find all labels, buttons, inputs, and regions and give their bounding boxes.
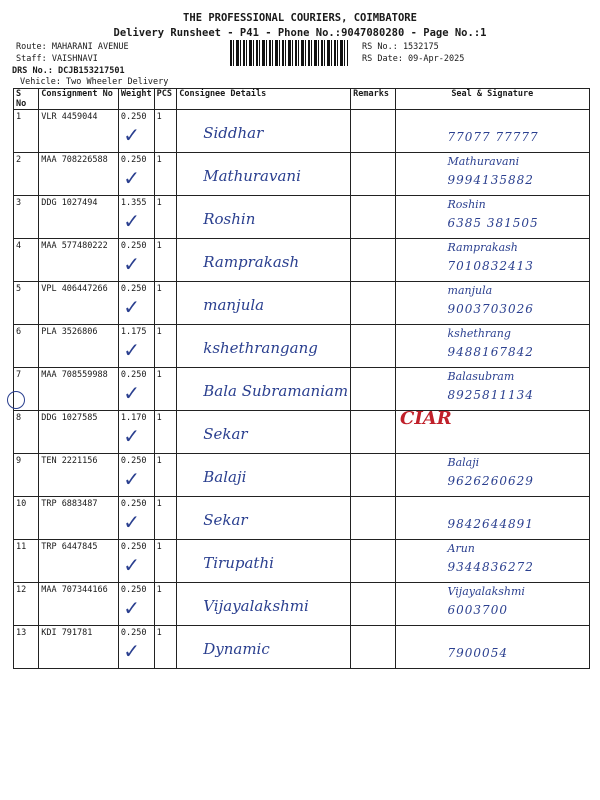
cell-seal [395, 239, 589, 282]
cell-weight: 0.250 [118, 454, 154, 497]
consignment-no: DDG 1027494 [41, 198, 98, 208]
col-consignee: Consignee Details [177, 89, 351, 110]
cell-consignee [177, 282, 351, 325]
cell-remarks [351, 196, 395, 239]
company-title: THE PROFESSIONAL COURIERS, COIMBATORE [183, 12, 417, 24]
cell-consignee [177, 110, 351, 153]
table-row [14, 583, 590, 626]
red-stamp: CIAR [400, 408, 452, 429]
consignee-name: Bala Subramaniam [203, 382, 349, 400]
signature: Balaji [447, 456, 480, 469]
cell-pcs: 1 [154, 282, 177, 325]
signature-phone: 77077 77777 [447, 130, 539, 144]
consignee-name: Balaji [203, 468, 247, 486]
table-row [14, 626, 590, 669]
cell-seal [395, 196, 589, 239]
consignee-name: Siddhar [203, 124, 264, 142]
rs-date: RS Date: 09-Apr-2025 [362, 54, 465, 64]
signature: Mathuravani [447, 155, 520, 168]
table-row [14, 110, 590, 153]
cell-remarks [351, 239, 395, 282]
cell-weight: 0.250 [118, 583, 154, 626]
cell-pcs: 1 [154, 583, 177, 626]
cell-pcs: 1 [154, 454, 177, 497]
cell-seal [395, 282, 589, 325]
cell-pcs: 1 [154, 497, 177, 540]
drs-label: DRS No.: DCJB153217501 [12, 66, 125, 76]
cell-consignee [177, 540, 351, 583]
signature-phone: 6385 381505 [447, 216, 539, 230]
runsheet-title: Delivery Runsheet - P41 - Phone No.:9047080280 - Page No.:1 [113, 27, 487, 39]
cell-weight: 1.170 [118, 411, 154, 454]
consignment-no: VPL 406447266 [41, 284, 108, 294]
cell-remarks [351, 282, 395, 325]
tick-mark-icon: ✓ [123, 553, 140, 577]
barcode [230, 40, 348, 66]
cell-consignee [177, 497, 351, 540]
consignment-no: PLA 3526806 [41, 327, 98, 337]
signature-phone: 7900054 [447, 646, 508, 660]
consignee-name: Ramprakash [203, 253, 300, 271]
col-consignment: Consignment No [39, 89, 119, 110]
cell-sno: 6 [14, 325, 39, 368]
cell-consignee [177, 196, 351, 239]
vehicle-label: Vehicle: Two Wheeler Delivery [20, 77, 169, 87]
circle-mark [7, 391, 25, 409]
cell-sno: 4 [14, 239, 39, 282]
cell-remarks [351, 497, 395, 540]
cell-remarks [351, 325, 395, 368]
cell-seal [395, 368, 589, 411]
cell-pcs: 1 [154, 540, 177, 583]
cell-remarks [351, 411, 395, 454]
cell-seal [395, 454, 589, 497]
consignee-name: Sekar [203, 511, 248, 529]
cell-sno: 13 [14, 626, 39, 669]
cell-weight: 1.355 [118, 196, 154, 239]
col-sno: S No [14, 89, 39, 110]
cell-pcs: 1 [154, 153, 177, 196]
signature-phone: 6003700 [447, 603, 508, 617]
consignee-name: Tirupathi [203, 554, 274, 572]
cell-consignee [177, 626, 351, 669]
cell-pcs: 1 [154, 110, 177, 153]
cell-remarks [351, 583, 395, 626]
table-row [14, 454, 590, 497]
cell-sno: 2 [14, 153, 39, 196]
tick-mark-icon: ✓ [123, 123, 140, 147]
consignment-no: TRP 6447845 [41, 542, 98, 552]
cell-consignee [177, 411, 351, 454]
cell-weight: 0.250 [118, 497, 154, 540]
signature-phone: 7010832413 [447, 259, 534, 273]
tick-mark-icon: ✓ [123, 424, 140, 448]
consignee-name: Sekar [203, 425, 248, 443]
table-row [14, 411, 590, 454]
cell-pcs: 1 [154, 325, 177, 368]
tick-mark-icon: ✓ [123, 639, 140, 663]
cell-seal [395, 153, 589, 196]
consignee-name: Vijayalakshmi [203, 597, 309, 615]
cell-pcs: 1 [154, 196, 177, 239]
cell-pcs: 1 [154, 239, 177, 282]
cell-weight: 1.175 [118, 325, 154, 368]
cell-remarks [351, 110, 395, 153]
consignment-no: MAA 708226588 [41, 155, 108, 165]
delivery-table [13, 88, 590, 669]
cell-sno: 3 [14, 196, 39, 239]
cell-consignee [177, 325, 351, 368]
signature-phone: 9344836272 [447, 560, 534, 574]
table-row [14, 497, 590, 540]
consignee-name: Roshin [203, 210, 256, 228]
cell-consignee [177, 153, 351, 196]
cell-weight: 0.250 [118, 626, 154, 669]
table-row [14, 153, 590, 196]
signature-phone: 9488167842 [447, 345, 534, 359]
consignment-no: MAA 707344166 [41, 585, 108, 595]
tick-mark-icon: ✓ [123, 596, 140, 620]
cell-remarks [351, 454, 395, 497]
consignee-name: Dynamic [203, 640, 270, 658]
tick-mark-icon: ✓ [123, 467, 140, 491]
consignment-no: TRP 6883487 [41, 499, 98, 509]
cell-remarks [351, 153, 395, 196]
consignment-no: VLR 4459044 [41, 112, 98, 122]
consignment-no: MAA 577480222 [41, 241, 108, 251]
route-label: Route: MAHARANI AVENUE [16, 42, 129, 52]
cell-weight: 0.250 [118, 282, 154, 325]
consignee-name: Mathuravani [203, 167, 301, 185]
cell-pcs: 1 [154, 368, 177, 411]
cell-weight: 0.250 [118, 110, 154, 153]
signature: Balasubram [447, 370, 515, 383]
signature: kshethrang [447, 327, 511, 340]
tick-mark-icon: ✓ [123, 381, 140, 405]
cell-sno: 1 [14, 110, 39, 153]
cell-consignee [177, 454, 351, 497]
signature-phone: 9626260629 [447, 474, 534, 488]
signature-phone: 9003703026 [447, 302, 534, 316]
cell-remarks [351, 368, 395, 411]
signature: manjula [447, 284, 493, 297]
cell-remarks [351, 540, 395, 583]
cell-seal [395, 325, 589, 368]
tick-mark-icon: ✓ [123, 166, 140, 190]
table-row [14, 368, 590, 411]
cell-remarks [351, 626, 395, 669]
table-row [14, 282, 590, 325]
table-row [14, 325, 590, 368]
tick-mark-icon: ✓ [123, 209, 140, 233]
cell-seal [395, 583, 589, 626]
signature: Vijayalakshmi [447, 585, 525, 598]
cell-sno: 9 [14, 454, 39, 497]
consignment-no: MAA 708559988 [41, 370, 108, 380]
col-weight: Weight [118, 89, 154, 110]
rs-no: RS No.: 1532175 [362, 42, 439, 52]
staff-label: Staff: VAISHNAVI [16, 54, 98, 64]
cell-sno: 11 [14, 540, 39, 583]
cell-pcs: 1 [154, 411, 177, 454]
signature: Arun [447, 542, 475, 555]
signature-phone: 8925811134 [447, 388, 534, 402]
cell-weight: 0.250 [118, 153, 154, 196]
cell-sno: 8 [14, 411, 39, 454]
cell-consignee [177, 583, 351, 626]
cell-consignee [177, 368, 351, 411]
tick-mark-icon: ✓ [123, 295, 140, 319]
table-row [14, 239, 590, 282]
consignment-no: KDI 791781 [41, 628, 93, 638]
cell-weight: 0.250 [118, 239, 154, 282]
cell-seal [395, 497, 589, 540]
cell-seal [395, 110, 589, 153]
table-row [14, 540, 590, 583]
signature: Roshin [447, 198, 486, 211]
cell-sno: 10 [14, 497, 39, 540]
cell-seal [395, 626, 589, 669]
cell-consignee [177, 239, 351, 282]
cell-weight: 0.250 [118, 368, 154, 411]
consignment-no: TEN 2221156 [41, 456, 98, 466]
tick-mark-icon: ✓ [123, 510, 140, 534]
col-pcs: PCS [154, 89, 177, 110]
consignment-no: DDG 1027585 [41, 413, 98, 423]
consignee-name: manjula [203, 296, 265, 314]
cell-sno: 5 [14, 282, 39, 325]
signature: Ramprakash [447, 241, 518, 254]
signature-phone: 9994135882 [447, 173, 534, 187]
cell-sno: 12 [14, 583, 39, 626]
col-seal: Seal & Signature [395, 89, 589, 110]
tick-mark-icon: ✓ [123, 338, 140, 362]
table-header-row [14, 89, 590, 110]
signature-phone: 9842644891 [447, 517, 534, 531]
consignee-name: kshethrangang [203, 339, 318, 357]
cell-weight: 0.250 [118, 540, 154, 583]
col-remarks: Remarks [351, 89, 395, 110]
tick-mark-icon: ✓ [123, 252, 140, 276]
cell-seal [395, 540, 589, 583]
cell-sno: 7 [14, 368, 39, 411]
table-row [14, 196, 590, 239]
cell-pcs: 1 [154, 626, 177, 669]
